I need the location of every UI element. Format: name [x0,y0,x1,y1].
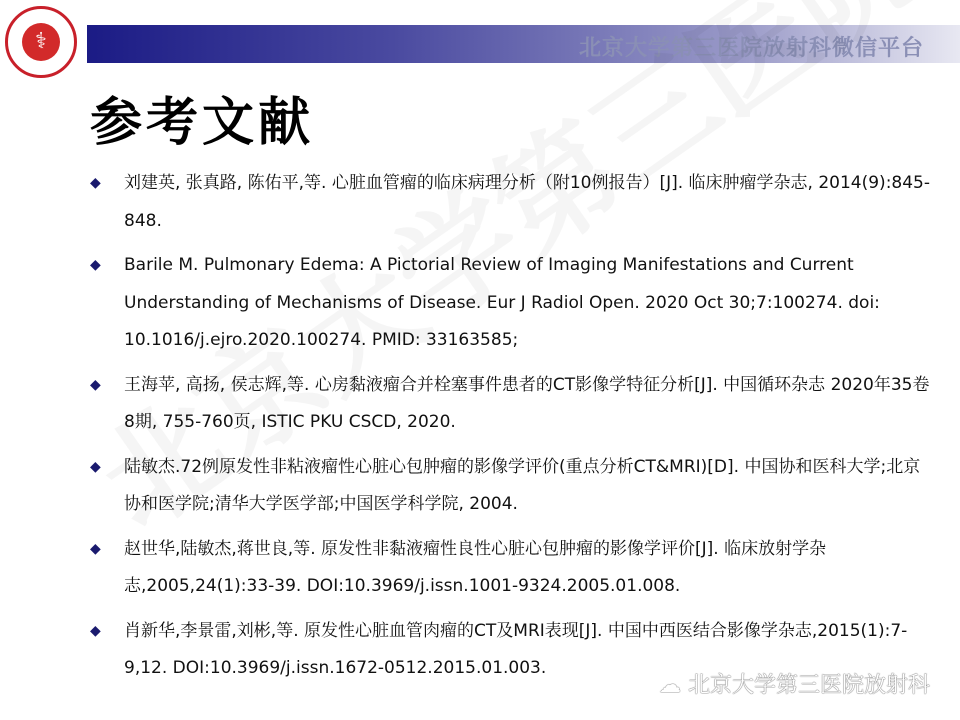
reference-item [90,449,930,524]
diamond-bullet-icon: ◆ [90,257,101,273]
diamond-bullet-icon: ◆ [90,458,101,475]
wechat-label: 北京大学第三医院放射科 [687,673,930,698]
reference-text: 王海苹, 高扬, 侯志辉,等. 心房黏液瘤合并栓塞事件患者的CT影像学特征分析[J]. 中国循环杂志 2020年35卷8期, 755-760页, ISTIC PKU CSCD, 2020. [124,374,930,432]
hospital-logo [5,6,77,78]
reference-item [90,531,930,606]
reference-text: Barile M. Pulmonary Edema: A Pictorial Review of Imaging Manifestations and Current Understanding of Mechanisms of Disease. Eur J Radiol Open. 2020 Oct 30;7:100274. doi: 10.1016/j.ejro.2020.100274. PMID: 33163585; [124,255,880,350]
reference-item [90,247,930,360]
page-title: 参考文献 [90,93,315,153]
reference-text: 肖新华,李景雷,刘彬,等. 原发性心脏血管肉瘤的CT及MRI表现[J]. 中国中西医结合影像学杂志,2015(1):7-9,12. DOI:10.3969/j.issn.1672-0512.2015.01.003. [124,620,908,678]
diamond-bullet-icon: ◆ [90,540,101,557]
reference-text: 刘建英, 张真路, 陈佑平,等. 心脏血管瘤的临床病理分析（附10例报告）[J]. 临床肿瘤学杂志, 2014(9):845-848. [124,173,931,231]
wechat-watermark [659,668,930,699]
diamond-bullet-icon: ◆ [90,175,101,191]
reference-text: 陆敏杰.72例原发性非粘液瘤性心脏心包肿瘤的影像学评价(重点分析CT&MRI)[D]. 中国协和医科大学;北京协和医学院;清华大学医学部;中国医学科学院, 2004. [124,456,921,514]
reference-item [90,165,930,240]
diamond-bullet-icon: ◆ [90,376,101,393]
reference-list [90,165,930,695]
diamond-bullet-icon: ◆ [90,622,101,639]
platform-title: 北京大学第三医院放射科微信平台 [578,36,924,61]
caduceus-icon: ⚕ [22,23,60,61]
reference-item [90,367,930,442]
reference-text: 赵世华,陆敏杰,蒋世良,等. 原发性非黏液瘤性良性心脏心包肿瘤的影像学评价[J]. 临床放射学杂志,2005,24(1):33-39. DOI:10.3969/j.issn.1001-9324.2005.01.008. [124,538,827,596]
wechat-icon: ☁ [658,673,688,698]
